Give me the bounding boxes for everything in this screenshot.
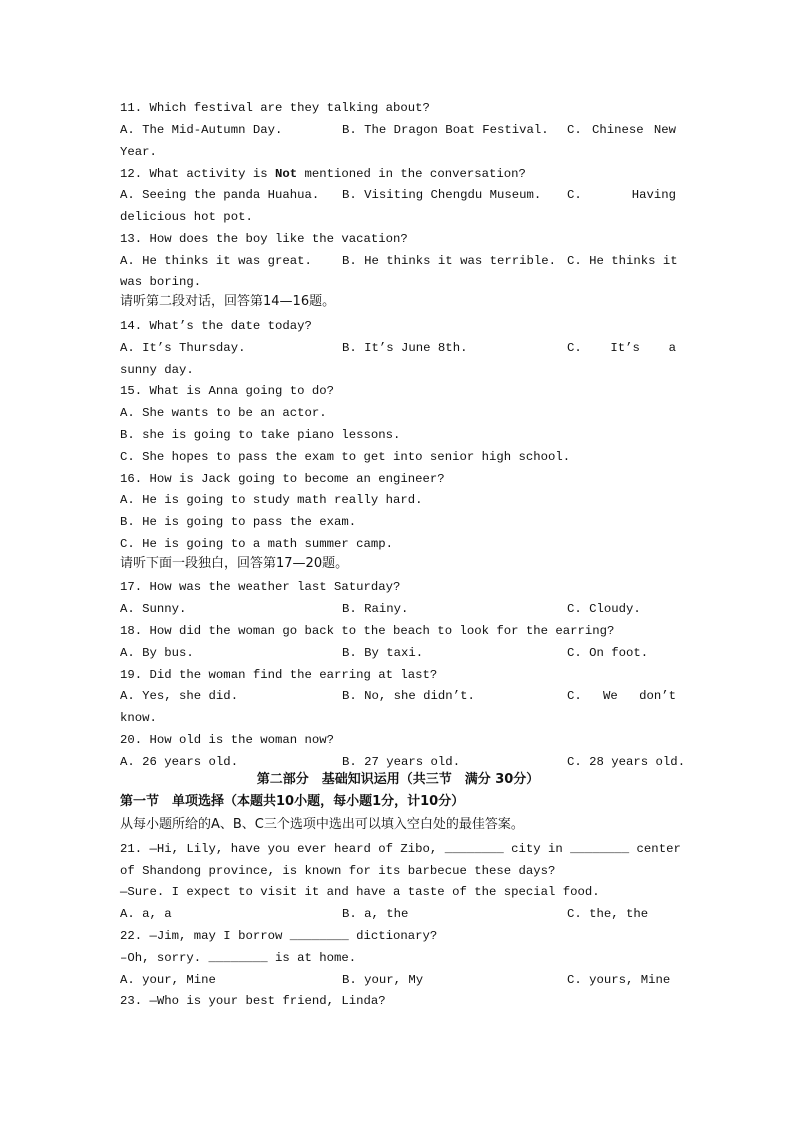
- q21-stem-line2: of Shandong province, is known for its barbecue these days?: [120, 864, 556, 878]
- q22-stem-line2: –Oh, sorry. ________ is at home.: [120, 951, 357, 965]
- section3-intro: 请听下面一段独白，回答第17—20题。: [120, 556, 349, 571]
- q14-option-c: C. It’s a: [567, 341, 676, 355]
- q19-option-a: A. Yes, she did.: [120, 689, 239, 703]
- q12-stem: 12. What activity is Not mentioned in the conversation?: [120, 167, 526, 181]
- q14-option-a: A. It’s Thursday.: [120, 341, 246, 355]
- q18-option-c: C. On foot.: [567, 646, 649, 660]
- q11-options: [120, 122, 676, 138]
- q20-option-a: A. 26 years old.: [120, 755, 239, 769]
- q13-option-b: B. He thinks it was terrible.: [342, 254, 557, 268]
- q12-option-c-cont: delicious hot pot.: [120, 210, 253, 224]
- q19-stem: 19. Did the woman find the earring at last?: [120, 668, 438, 682]
- q12-not-emphasis: Not: [274, 167, 298, 181]
- q22-option-a: A. your, Mine: [120, 973, 216, 987]
- q14-option-c-cont: sunny day.: [120, 363, 194, 377]
- q11-option-c: C. Chinese New: [567, 123, 676, 137]
- q16-option-a: A. He is going to study math really hard.: [120, 493, 423, 507]
- q17-option-a: A. Sunny.: [120, 602, 187, 616]
- q12-options: [120, 187, 676, 203]
- q17-option-c: C. Cloudy.: [567, 602, 641, 616]
- q20-option-b: B. 27 years old.: [342, 755, 461, 769]
- q12-option-b: B. Visiting Chengdu Museum.: [342, 188, 542, 202]
- q18-option-b: B. By taxi.: [342, 646, 424, 660]
- part2-section1-title: 第一节 单项选择（本题共10小题，每小题1分，计10分）: [120, 794, 465, 809]
- q15-option-b: B. she is going to take piano lessons.: [120, 428, 401, 442]
- q11-option-a: A. The Mid-Autumn Day.: [120, 123, 283, 137]
- q21-option-a: A. a, a: [120, 907, 172, 921]
- part2-title: 第二部分 基础知识运用（共三节 满分 30分）: [256, 772, 540, 787]
- q12-option-a: A. Seeing the panda Huahua.: [120, 188, 320, 202]
- q22-options: [120, 972, 676, 988]
- q14-stem: 14. What’s the date today?: [120, 319, 312, 333]
- q14-options: [120, 340, 676, 356]
- q20-option-c: C. 28 years old.: [567, 755, 686, 769]
- q11-stem: 11. Which festival are they talking about?: [120, 101, 430, 115]
- q19-option-b: B. No, she didn’t.: [342, 689, 475, 703]
- q13-stem: 13. How does the boy like the vacation?: [120, 232, 408, 246]
- q16-stem: 16. How is Jack going to become an engineer?: [120, 472, 445, 486]
- q15-option-a: A. She wants to be an actor.: [120, 406, 327, 420]
- q21-stem-line1: 21. —Hi, Lily, have you ever heard of Zibo, ________ city in ________ center: [120, 842, 681, 856]
- q16-option-c: C. He is going to a math summer camp.: [120, 537, 394, 551]
- q11-option-b: B. The Dragon Boat Festival.: [342, 123, 549, 137]
- q18-stem: 18. How did the woman go back to the beach to look for the earring?: [120, 624, 615, 638]
- q11-option-c-cont: Year.: [120, 145, 157, 159]
- q22-option-b: B. your, My: [342, 973, 424, 987]
- q17-stem: 17. How was the weather last Saturday?: [120, 580, 401, 594]
- q16-option-b: B. He is going to pass the exam.: [120, 515, 357, 529]
- q22-option-c: C. yours, Mine: [567, 973, 671, 987]
- q22-stem-line1: 22. —Jim, may I borrow ________ dictionary?: [120, 929, 438, 943]
- q13-options: [120, 253, 676, 269]
- q21-option-b: B. a, the: [342, 907, 409, 921]
- q13-option-c-cont: was boring.: [120, 275, 202, 289]
- q18-options: [120, 645, 676, 661]
- q20-stem: 20. How old is the woman now?: [120, 733, 335, 747]
- q13-option-c: C. He thinks it: [567, 254, 678, 268]
- q21-option-c: C. the, the: [567, 907, 649, 921]
- q23-stem-line1: 23. —Who is your best friend, Linda?: [120, 994, 386, 1008]
- q19-option-c: C. We don’t: [567, 689, 676, 703]
- q20-options: [120, 754, 686, 770]
- q15-option-c: C. She hopes to pass the exam to get into senior high school.: [120, 450, 571, 464]
- section2-intro: 请听第二段对话，回答第14—16题。: [120, 294, 336, 309]
- q15-stem: 15. What is Anna going to do?: [120, 384, 335, 398]
- q13-option-a: A. He thinks it was great.: [120, 254, 312, 268]
- q18-option-a: A. By bus.: [120, 646, 194, 660]
- q14-option-b: B. It’s June 8th.: [342, 341, 468, 355]
- q21-options: [120, 906, 676, 922]
- q17-option-b: B. Rainy.: [342, 602, 409, 616]
- q19-options: [120, 688, 676, 704]
- q17-options: [120, 601, 676, 617]
- q19-option-c-cont: know.: [120, 711, 157, 725]
- part2-section1-instructions: 从每小题所给的A、B、C三个选项中选出可以填入空白处的最佳答案。: [120, 817, 524, 832]
- q21-stem-line3: —Sure. I expect to visit it and have a taste of the special food.: [120, 885, 600, 899]
- q12-option-c: C. Having: [567, 188, 676, 202]
